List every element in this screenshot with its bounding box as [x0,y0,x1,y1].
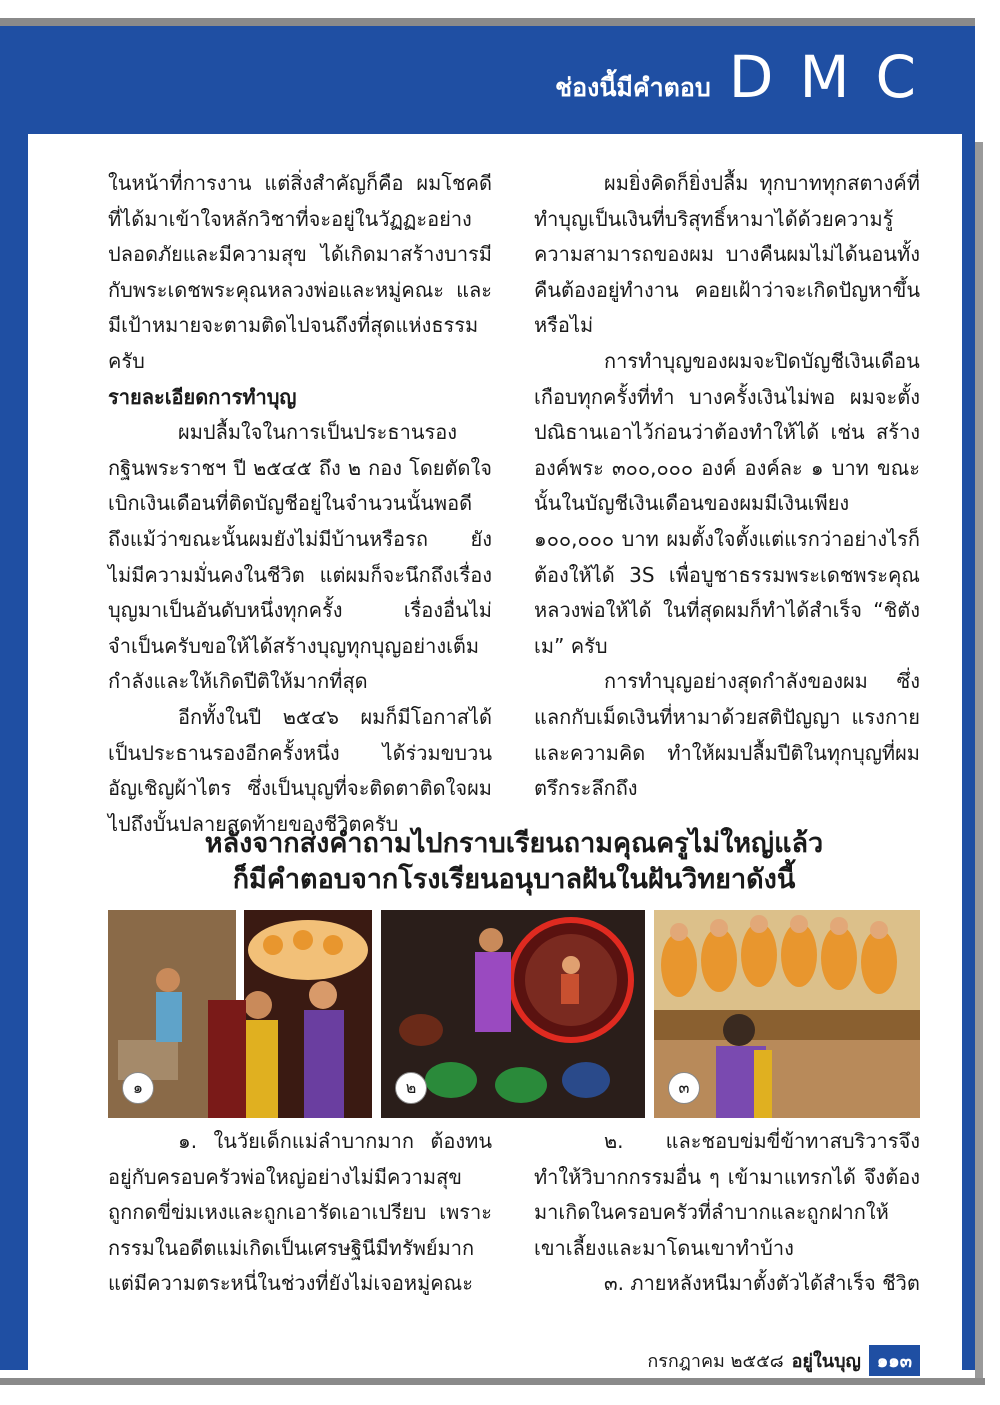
illustration-panel-3 [654,910,920,1118]
story-heading-line2: ก็มีคำตอบจากโรงเรียนอนุบาลฝันในฝันวิทยาดังนี้ [232,864,796,895]
paragraph: อีกทั้งในปี ๒๕๔๖ ผมก็มีโอกาสได้เป็นประธานรองอีกครั้งหนึ่ง ได้ร่วมขบวนอัญเชิญผ้าไตร ซึ่งเป็นบุญที่จะติดตาติดใจผมไปถึงบั้นปลายสุดท้ายของชีวิตครับ [108,704,492,836]
caption-right [534,1124,920,1302]
top-rule [0,18,975,26]
paragraph: ผมปลื้มใจในการเป็นประธานรองกฐินพระราชฯ ปี ๒๕๔๕ ถึง ๒ กอง โดยตัดใจเบิกเงินเดือนที่ติดบัญชีอยู่ในจำนวนนั้นพอดีถึงแม้ว่าขณะนั้นผมยังไม่มีบ้านหรือรถ ยังไม่มีความมั่นคงในชีวิต แต่ผมก็จะนึกถึงเรื่องบุญมาเป็นอันดับหนึ่งทุกครั้ง เรื่องอื่นไม่จำเป็นครับขอให้ได้สร้างบุญทุกบุญอย่างเต็มกำลังและให้เกิดปีติให้มากที่สุด [108,420,492,694]
right-column [534,166,920,807]
caption-paragraph: ๒. และชอบข่มขี่ข้าทาสบริวารจึงทำให้วิบากกรรมอื่น ๆ เข้ามาแทรกได้ จึงต้องมาเกิดในครอบครัวที่ลำบากและถูกฝากให้เขาเลี้ยงและมาโดนเขาทำบ้าง [534,1129,920,1260]
page-footer [647,1345,920,1376]
caption-left [108,1124,492,1302]
paragraph: ในหน้าที่การงาน แต่สิ่งสำคัญก็คือ ผมโชคดีที่ได้มาเข้าใจหลักวิชาที่จะอยู่ในวัฏฏะอย่างปลอดภัยและมีความสุข ได้เกิดมาสร้างบารมีกับพระเดชพระคุณหลวงพ่อและหมู่คณะ และมีเป้าหมายจะตามติดไปจนถึงที่สุดแห่งธรรมครับ [108,171,492,373]
issue-date: กรกฎาคม ๒๕๕๘ [647,1351,784,1372]
panel-number-badge: ๑ [122,1072,154,1104]
caption-paragraph: ๑. ในวัยเด็กแม่ลำบากมาก ต้องทนอยู่กับครอบครัวพ่อใหญ่อย่างไม่มีความสุข ถูกกดขี่ข่มเหงและถูกเอารัดเอาเปรียบ เพราะกรรมในอดีตแม่เกิดเป็นเศรษฐินีมีทรัพย์มากแต่มีความตระหนี่ในช่วงที่ยังไม่เจอหมู่คณะ [108,1129,492,1296]
left-column [108,166,492,842]
panel-number-badge: ๓ [668,1072,700,1104]
panel-number-badge: ๒ [395,1072,427,1104]
magazine-name: อยู่ในบุญ [791,1351,861,1372]
caption-paragraph: ๓. ภายหลังหนีมาตั้งตัวได้สำเร็จ ชีวิต [604,1271,920,1296]
left-blue-frame [0,134,28,1370]
illustration-panel-1 [108,910,372,1118]
section-heading: รายละเอียดการทำบุญ [108,384,297,409]
page-number: ๑๑๓ [869,1345,920,1376]
header-subtitle: ช่องนี้มีคำตอบ [555,73,711,102]
paragraph: การทำบุญอย่างสุดกำลังของผม ซึ่งแลกกับเม็ดเงินที่หามาด้วยสติปัญญา แรงกาย และความคิด ทำให้ผมปลื้มปีติในทุกบุญที่ผมตรึกระลึกถึง [534,669,920,801]
header-title [555,43,942,111]
paragraph: การทำบุญของผมจะปิดบัญชีเงินเดือนเกือบทุกครั้งที่ทำ บางครั้งเงินไม่พอ ผมจะตั้งปณิธานเอาไว้ก่อนว่าต้องทำให้ได้ เช่น สร้างองค์พระ ๓๐๐,๐๐๐ องค์ องค์ละ ๑ บาท ขณะนั้นในบัญชีเงินเดือนของผมมีเงินเพียง ๑๐๐,๐๐๐ บาท ผมตั้งใจตั้งแต่แรกว่าอย่างไรก็ต้องให้ได้ 3S เพื่อบูชาธรรมพระเดชพระคุณหลวงพ่อให้ได้ ในที่สุดผมก็ทำได้สำเร็จ “ชิตัง เม” ครับ [534,348,920,658]
right-shadow [975,142,983,1378]
paragraph: ผมยิ่งคิดก็ยิ่งปลื้ม ทุกบาททุกสตางค์ที่ทำบุญเป็นเงินที่บริสุทธิ์หามาได้ด้วยความรู้ความสามารถของผม บางคืนผมไม่ได้นอนทั้งคืนต้องอยู่ทำงาน คอยเฝ้าว่าจะเกิดปัญหาขึ้นหรือไม่ [534,171,920,338]
story-heading [108,826,920,898]
bottom-rule [0,1378,985,1385]
header-dmc-logo: DMC [728,43,942,111]
illustration-panel-2 [381,910,645,1118]
story-heading-line1: หลังจากส่งคำถามไปกราบเรียนถามคุณครูไม่ใหญ่แล้ว [204,828,824,859]
right-blue-frame [962,134,975,1370]
